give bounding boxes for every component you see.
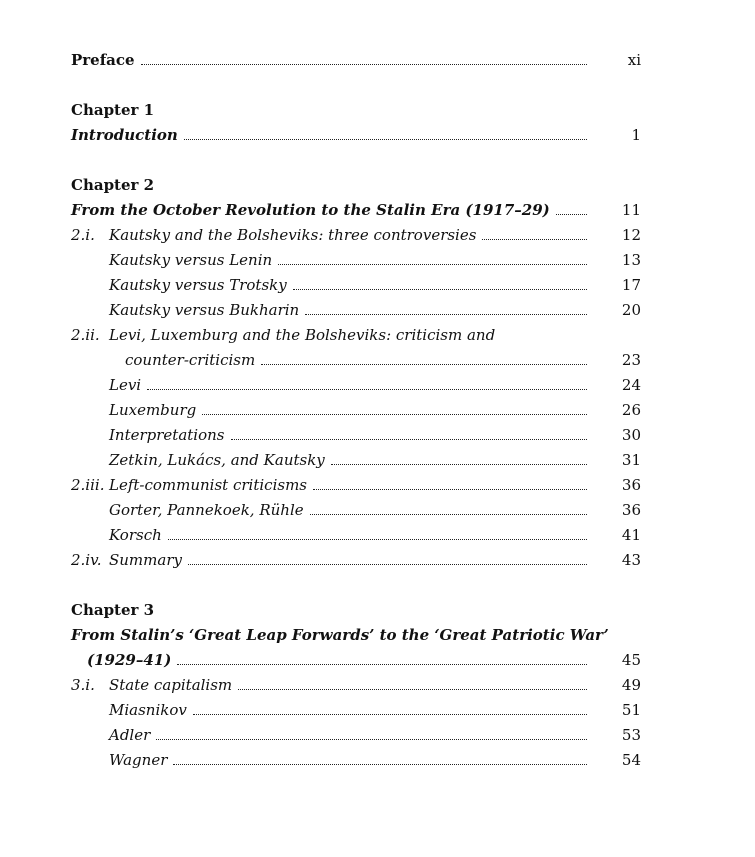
section-number: 3.i.	[71, 676, 95, 694]
dot-leader	[331, 464, 587, 465]
section-number: 2.ii.	[71, 326, 100, 344]
entry-page: 31	[621, 451, 641, 469]
dot-leader	[261, 364, 587, 365]
toc-entry-subsection[interactable]	[71, 723, 641, 748]
dot-leader	[202, 414, 587, 415]
entry-page: 54	[621, 751, 641, 769]
dot-leader	[238, 689, 587, 690]
toc-entry-subsection[interactable]	[71, 523, 641, 548]
entry-page: 11	[621, 201, 641, 219]
entry-title: Preface	[71, 51, 135, 69]
entry-title: Summary	[109, 551, 182, 569]
toc-entry-subsection[interactable]	[71, 298, 641, 323]
toc-entry-section[interactable]	[71, 473, 641, 498]
entry-page: 1	[631, 126, 641, 144]
entry-title: Kautsky versus Trotsky	[109, 276, 287, 294]
toc-entry-subsection[interactable]	[71, 423, 641, 448]
entry-title: Korsch	[109, 526, 162, 544]
entry-page: 41	[621, 526, 641, 544]
dot-leader	[278, 264, 587, 265]
toc-entry-section[interactable]	[71, 673, 641, 698]
chapter-label: Chapter 3	[71, 601, 155, 619]
toc-entry-subsection[interactable]	[71, 248, 641, 273]
entry-page: 36	[621, 501, 641, 519]
entry-page: 17	[621, 276, 641, 294]
dot-leader	[173, 764, 587, 765]
toc-entry-chapter-3-line1[interactable]	[71, 623, 641, 648]
entry-page: 36	[621, 476, 641, 494]
toc-entry-section-line1[interactable]	[71, 323, 641, 348]
entry-page: 23	[621, 351, 641, 369]
section-number: 2.iv.	[71, 551, 102, 569]
dot-leader	[168, 539, 587, 540]
entry-page: 43	[621, 551, 641, 569]
dot-leader	[231, 439, 588, 440]
entry-page: 20	[621, 301, 641, 319]
dot-leader	[156, 739, 587, 740]
entry-page: 30	[621, 426, 641, 444]
table-of-contents	[71, 48, 641, 773]
toc-entry-section[interactable]	[71, 223, 641, 248]
chapter-label: Chapter 1	[71, 101, 155, 119]
entry-title: Zetkin, Lukács, and Kautsky	[109, 451, 325, 469]
dot-leader	[310, 514, 587, 515]
entry-title: (1929–41)	[87, 651, 172, 669]
toc-entry-subsection[interactable]	[71, 498, 641, 523]
entry-title: Gorter, Pannekoek, Rühle	[109, 501, 304, 519]
toc-entry-subsection[interactable]	[71, 448, 641, 473]
entry-title: Left-communist criticisms	[109, 476, 307, 494]
section-number: 2.i.	[71, 226, 95, 244]
toc-entry-subsection[interactable]	[71, 698, 641, 723]
entry-title: counter-criticism	[125, 351, 256, 369]
dot-leader	[141, 64, 587, 65]
entry-page: 24	[621, 376, 641, 394]
toc-entry-chapter-2[interactable]	[71, 198, 641, 223]
toc-entry-chapter-3-line2[interactable]	[71, 648, 641, 673]
entry-title: From the October Revolution to the Stalin Era (1917–29)	[71, 201, 550, 219]
entry-page: 12	[621, 226, 641, 244]
entry-title: State capitalism	[109, 676, 233, 694]
entry-title: Wagner	[109, 751, 168, 769]
toc-entry-chapter-1[interactable]	[71, 123, 641, 148]
spacer	[71, 73, 641, 98]
entry-page: 51	[621, 701, 641, 719]
entry-page: 26	[621, 401, 641, 419]
dot-leader	[313, 489, 587, 490]
entry-title: Luxemburg	[109, 401, 197, 419]
entry-title: Kautsky and the Bolsheviks: three controversies	[109, 226, 477, 244]
entry-page: 13	[621, 251, 641, 269]
dot-leader	[177, 664, 587, 665]
entry-page: 49	[621, 676, 641, 694]
section-number: 2.iii.	[71, 476, 105, 494]
dot-leader	[482, 239, 587, 240]
spacer	[71, 573, 641, 598]
dot-leader	[188, 564, 587, 565]
toc-entry-section[interactable]	[71, 548, 641, 573]
entry-title: Levi, Luxemburg and the Bolsheviks: criticism and	[109, 326, 496, 344]
dot-leader	[184, 139, 587, 140]
entry-title: Introduction	[71, 126, 178, 144]
entry-page: xi	[627, 51, 641, 69]
dot-leader	[305, 314, 587, 315]
spacer	[71, 148, 641, 173]
toc-entry-subsection[interactable]	[71, 273, 641, 298]
toc-entry-subsection[interactable]	[71, 748, 641, 773]
toc-entry-preface[interactable]	[71, 48, 641, 73]
entry-page: 45	[621, 651, 641, 669]
entry-title: Kautsky versus Bukharin	[109, 301, 300, 319]
dot-leader	[193, 714, 587, 715]
entry-title: Kautsky versus Lenin	[109, 251, 273, 269]
chapter-label: Chapter 2	[71, 176, 155, 194]
entry-title: Interpretations	[109, 426, 225, 444]
entry-title: Levi	[109, 376, 142, 394]
entry-title: Miasnikov	[109, 701, 187, 719]
toc-entry-subsection[interactable]	[71, 373, 641, 398]
entry-page: 53	[621, 726, 641, 744]
toc-entry-subsection[interactable]	[71, 398, 641, 423]
dot-leader	[147, 389, 587, 390]
toc-entry-section-line2[interactable]	[71, 348, 641, 373]
dot-leader	[293, 289, 587, 290]
entry-title: From Stalin’s ‘Great Leap Forwards’ to the ‘Great Patriotic War’	[71, 626, 609, 644]
entry-title: Adler	[109, 726, 151, 744]
dot-leader	[556, 214, 587, 215]
